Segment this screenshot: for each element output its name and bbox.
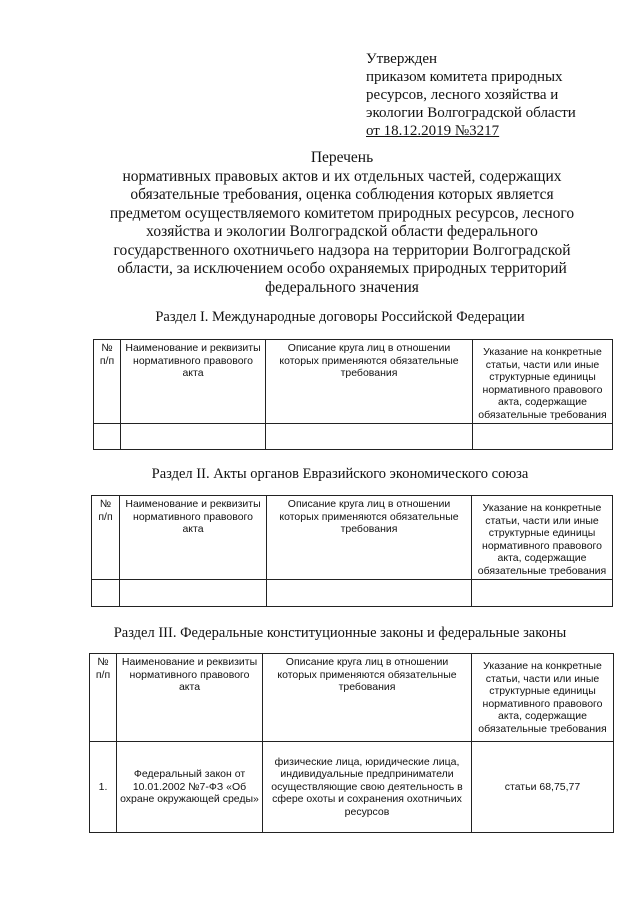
title-line: области, за исключением особо охраняемых природных территорий — [117, 260, 567, 277]
table-row-empty — [92, 580, 613, 607]
header-name: Наименование и реквизиты нормативного правового акта — [117, 654, 263, 742]
section-3-table — [89, 653, 614, 833]
order-reference: от 18.12.2019 №3217 — [366, 123, 500, 139]
table-header-row — [92, 496, 613, 580]
title-line: нормативных правовых актов и их отдельных частей, содержащих — [122, 167, 562, 185]
section-1-title: Раздел I. Международные договоры Российской Федерации — [155, 309, 525, 325]
header-name: Наименование и реквизиты нормативного правового акта — [120, 496, 267, 580]
row-name: Федеральный закон от 10.01.2002 №7-ФЗ «Об охране окружающей среды» — [117, 742, 263, 833]
title-line: хозяйства и экологии Волгоградской области федерального — [146, 223, 538, 240]
approval-line: Утвержден — [366, 51, 438, 67]
header-name: Наименование и реквизиты нормативного правового акта — [121, 340, 266, 424]
title-line: федерального значения — [265, 278, 419, 296]
header-articles: Указание на конкретные статьи, части или иные структурные единицы нормативного правового акта, содержащие обязательные требования — [472, 654, 614, 742]
header-articles: Указание на конкретные статьи, части или иные структурные единицы нормативного правового акта, содержащие обязательные требования — [473, 340, 613, 424]
approval-line: ресурсов, лесного хозяйства и — [366, 87, 559, 103]
section-1-table — [93, 339, 613, 450]
approval-line: приказом комитета природных — [366, 69, 563, 85]
section-2-title: Раздел II. Акты органов Евразийского экономического союза — [151, 466, 529, 482]
header-num: № п/п — [90, 654, 117, 742]
table-row — [90, 742, 614, 833]
header-persons: Описание круга лиц в отношении которых применяются обязательные требования — [267, 496, 472, 580]
title-line: государственного охотничьего надзора на территории Волгоградской — [113, 241, 571, 259]
table-header-row — [90, 654, 614, 742]
table-row-empty — [94, 424, 613, 450]
document-title — [96, 149, 588, 297]
row-articles: статьи 68,75,77 — [472, 742, 614, 833]
section-3-title: Раздел III. Федеральные конституционные законы и федеральные законы — [113, 625, 567, 641]
row-num: 1. — [90, 742, 117, 833]
header-persons: Описание круга лиц в отношении которых применяются обязательные требования — [266, 340, 473, 424]
title-heading: Перечень — [310, 149, 374, 166]
table-header-row — [94, 340, 613, 424]
approval-line: экологии Волгоградской области — [366, 105, 576, 121]
header-articles: Указание на конкретные статьи, части или иные структурные единицы нормативного правового акта, содержащие обязательные требования — [472, 496, 613, 580]
approval-block — [366, 50, 576, 140]
title-line: предметом осуществляемого комитетом природных ресурсов, лесного — [109, 204, 575, 222]
title-line: обязательные требования, оценка соблюдения которых является — [130, 186, 554, 203]
header-num: № п/п — [94, 340, 121, 424]
section-2-table — [91, 495, 613, 607]
row-persons: физические лица, юридические лица, индивидуальные предприниматели осуществляющие свою деятельность в сфере охоты и сохранения охотничьих ресурсов — [263, 742, 472, 833]
header-persons: Описание круга лиц в отношении которых применяются обязательные требования — [263, 654, 472, 742]
header-num: № п/п — [92, 496, 120, 580]
